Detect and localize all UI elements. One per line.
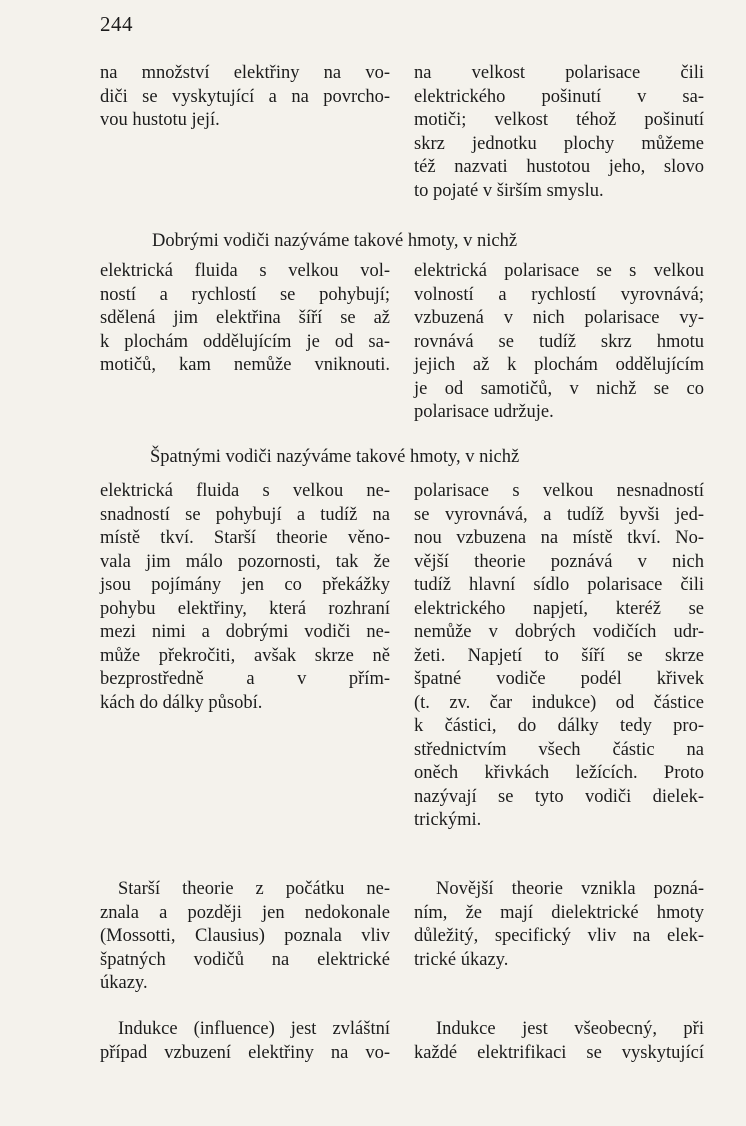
block5-right-column — [414, 1018, 704, 1065]
text-line: vou hustotu její. — [100, 110, 220, 130]
block2-left-column — [100, 260, 390, 378]
text-line: (t. zv. čar indukce) od částice — [414, 692, 704, 713]
text-line: důležitý, specifický vliv na elek- — [414, 926, 704, 946]
block4-right-column — [414, 878, 704, 972]
text-line: k částici, do dálky tedy pro- — [414, 716, 704, 736]
text-line: volností a rychlostí vyrovnává; — [414, 284, 704, 305]
text-line: jejich až k plochám oddělujícím — [414, 355, 704, 375]
heading-poor-conductors: Špatnými vodiči nazýváme takové hmoty, v nichž — [150, 447, 520, 467]
heading-good-conductors: Dobrými vodiči nazýváme takové hmoty, v nichž — [152, 231, 518, 251]
text-line: polarisace s velkou nesnadností — [414, 481, 704, 501]
text-line: je od samotičů, v nichž se co — [414, 378, 704, 399]
text-line: (Mossotti, Clausius) poznala vliv — [100, 926, 390, 946]
text-line: elektrická fluida s velkou vol- — [100, 261, 390, 281]
block3-left-column — [100, 480, 390, 715]
text-line: skrz jednotku plochy můžeme — [414, 133, 704, 154]
text-line: úkazy. — [100, 973, 148, 993]
text-line: snadností se pohybují a tudíž na — [100, 504, 390, 525]
text-line: motiči; velkost téhož pošinutí — [414, 110, 704, 130]
text-line: elektrická polarisace se s velkou — [414, 261, 704, 281]
text-line: nemůže v dobrých vodičích udr- — [414, 622, 704, 642]
text-line: elektrická fluida s velkou ne- — [100, 481, 390, 501]
text-line: tudíž hlavní sídlo polarisace čili — [414, 575, 704, 595]
text-line: každé elektrifikaci se vyskytující — [414, 1042, 704, 1063]
block4-left-column — [100, 878, 390, 996]
text-line: vala jim málo pozornosti, tak že — [100, 551, 390, 572]
text-line: vější theorie poznává v nich — [414, 551, 704, 572]
text-line: na velkost polarisace čili — [414, 63, 704, 83]
text-line: znala a později jen nedokonale — [100, 902, 390, 923]
text-line: trické úkazy. — [414, 949, 509, 970]
text-line: rovnává se tudíž skrz hmotu — [414, 331, 704, 352]
block3-right-column — [414, 480, 704, 833]
text-line: oněch křivkách ležících. Proto — [414, 763, 704, 783]
text-line: špatné vodiče podél křivek — [414, 669, 704, 689]
text-line: elektrického napjetí, kteréž se — [414, 598, 704, 619]
text-line: motičů, kam nemůže vniknouti. — [100, 355, 390, 375]
text-line: elektrického pošinutí v sa- — [414, 86, 704, 107]
text-line: ností a rychlostí se pohybují; — [100, 284, 390, 305]
text-line: trickými. — [414, 810, 482, 830]
text-line: Indukce jest všeobecný, při — [436, 1019, 704, 1039]
text-line: střednictvím všech částic na — [414, 739, 704, 760]
text-line: též nazvati hustotou jeho, slovo — [414, 157, 704, 177]
text-line: Indukce (influence) jest zvláštní — [118, 1019, 390, 1039]
block1-right-column — [414, 62, 704, 203]
text-line: sdělená jim elektřina šíří se až — [100, 308, 390, 328]
text-line: nazývají se tyto vodiči dielek- — [414, 786, 704, 807]
text-line: špatných vodičů na elektrické — [100, 949, 390, 970]
text-line: Starší theorie z počátku ne- — [118, 879, 390, 899]
text-line: diči se vyskytující a na povrcho- — [100, 86, 390, 107]
text-line: místě tkví. Starší theorie věno- — [100, 528, 390, 548]
text-line: jsou pojímány jen co překážky — [100, 575, 390, 595]
page-number: 244 — [100, 12, 133, 36]
text-line: bezprostředně a v přím- — [100, 669, 390, 689]
text-line: nou vzbuzena na místě tkví. No- — [414, 528, 704, 548]
text-line: na množství elektřiny na vo- — [100, 63, 390, 83]
text-line: Novější theorie vznikla pozná- — [436, 879, 704, 899]
text-line: mezi nimi a dobrými vodiči ne- — [100, 622, 390, 642]
text-line: pohybu elektřiny, která rozhraní — [100, 598, 390, 619]
text-line: může překročiti, avšak skrze ně — [100, 645, 390, 666]
text-line: to pojaté v širším smyslu. — [414, 180, 604, 201]
block1-left-column — [100, 62, 390, 133]
text-line: polarisace udržuje. — [414, 402, 554, 422]
text-line: žeti. Napjetí to šíří se skrze — [414, 645, 704, 666]
text-line: k plochám oddělujícím je od sa- — [100, 331, 390, 352]
block2-right-column — [414, 260, 704, 425]
text-line: vzbuzená v nich polarisace vy- — [414, 308, 704, 328]
text-line: případ vzbuzení elektřiny na vo- — [100, 1042, 390, 1063]
text-line: se vyrovnává, a tudíž byvši jed- — [414, 504, 704, 525]
block5-left-column — [100, 1018, 390, 1065]
text-line: ním, že mají dielektrické hmoty — [414, 902, 704, 923]
text-line: kách do dálky působí. — [100, 692, 263, 713]
